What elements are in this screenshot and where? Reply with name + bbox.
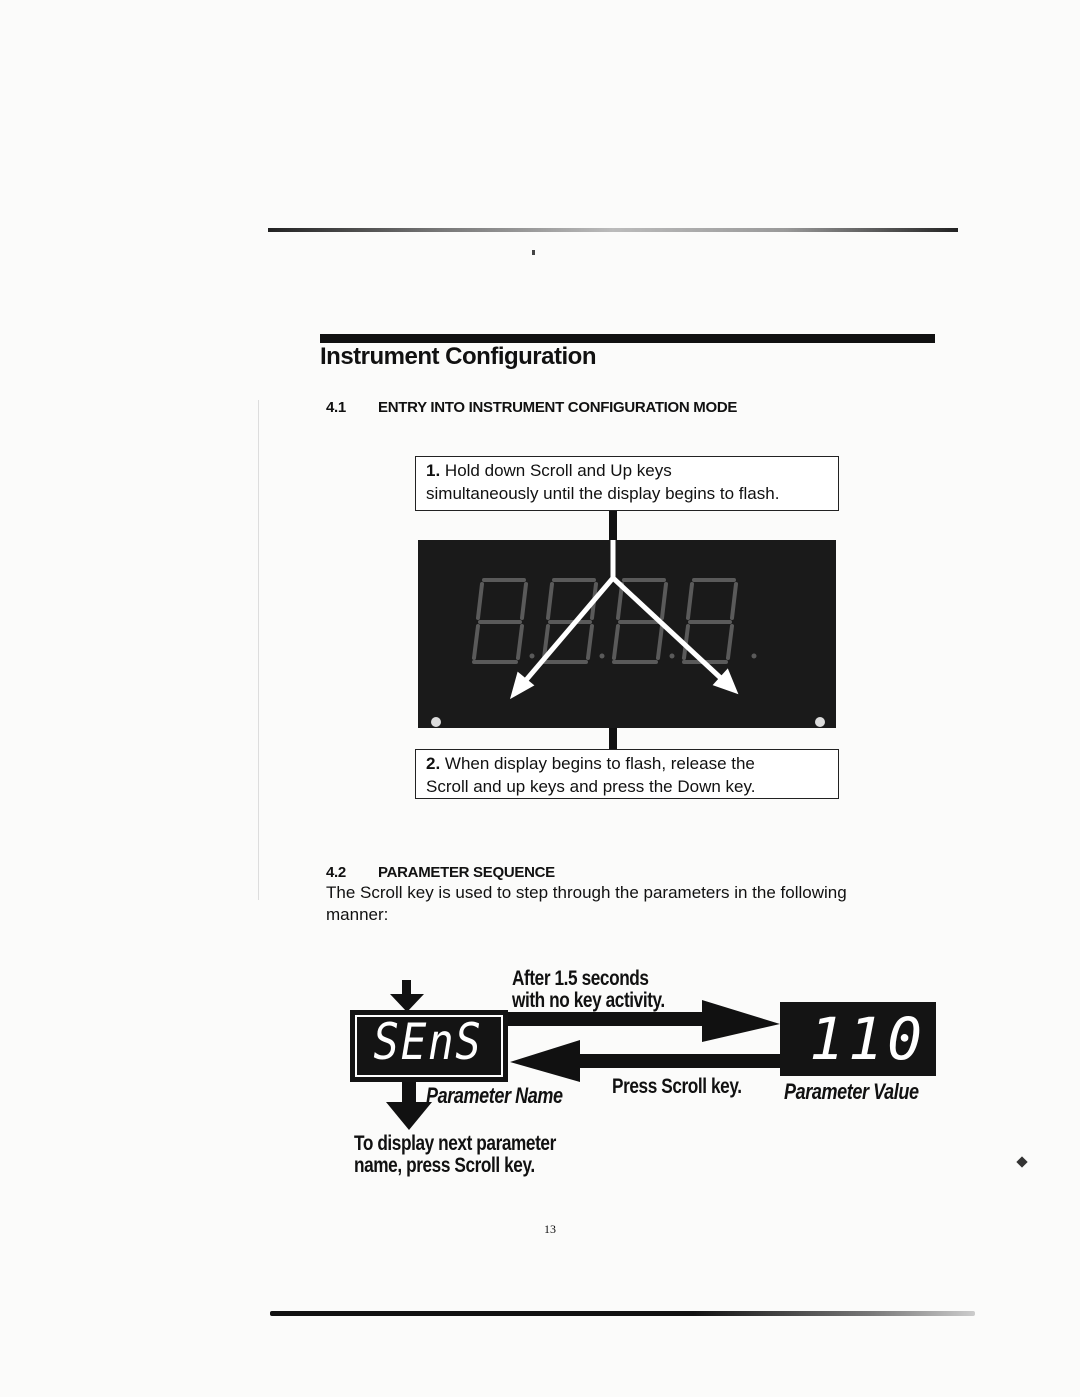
connector-bar-bottom <box>609 726 617 750</box>
scan-mark <box>1016 1156 1027 1167</box>
step-text-line1: Hold down Scroll and Up keys <box>444 461 672 480</box>
parameter-value-display-text: 110 <box>809 1005 926 1073</box>
step-2-box <box>415 749 839 799</box>
timeout-line2: with no key activity. <box>512 989 665 1012</box>
next-line1: To display next parameter <box>354 1132 556 1155</box>
next-line2: name, press Scroll key. <box>354 1154 535 1177</box>
parameter-name-caption: Parameter Name <box>426 1083 563 1108</box>
step-text-line1: When display begins to flash, release the <box>444 754 755 773</box>
scroll-caption: Press Scroll key. <box>612 1075 742 1098</box>
section-body-text: The Scroll key is used to step through the parameters in the following manner: <box>326 883 847 924</box>
section-number: 4.1 <box>326 399 346 416</box>
title-bar <box>320 334 935 343</box>
page-title: Instrument Configuration <box>320 343 596 370</box>
down-arrow-top-icon <box>390 980 424 1012</box>
decimal-points <box>530 654 757 659</box>
section-heading-4-1 <box>326 399 737 416</box>
step-text-line2: simultaneously until the display begins to flash. <box>426 484 780 503</box>
next-parameter-caption <box>354 1133 556 1177</box>
step-text-line2: Scroll and up keys and press the Down key. <box>426 777 756 796</box>
section-title: PARAMETER SEQUENCE <box>378 864 555 881</box>
section-number: 4.2 <box>326 864 346 881</box>
led-display-graphic <box>418 540 836 728</box>
section-title: ENTRY INTO INSTRUMENT CONFIGURATION MODE <box>378 399 738 416</box>
section-heading-4-2 <box>326 864 555 881</box>
scan-speck <box>532 250 535 255</box>
bottom-rule <box>270 1311 975 1316</box>
seven-segment-digits <box>474 580 736 662</box>
connector-bar-top <box>609 511 617 541</box>
page-number: 13 <box>544 1222 556 1236</box>
led-display-panel <box>418 540 836 728</box>
timeout-line1: After 1.5 seconds <box>512 967 649 990</box>
timeout-caption <box>512 968 665 1012</box>
parameter-name-display-text: SEnS <box>373 1013 483 1071</box>
parameter-value-caption: Parameter Value <box>784 1079 919 1104</box>
step-number: 1. <box>426 461 441 480</box>
margin-shadow <box>258 400 259 900</box>
step-number: 2. <box>426 754 441 773</box>
top-rule <box>268 228 958 232</box>
step-1-box <box>415 456 839 511</box>
